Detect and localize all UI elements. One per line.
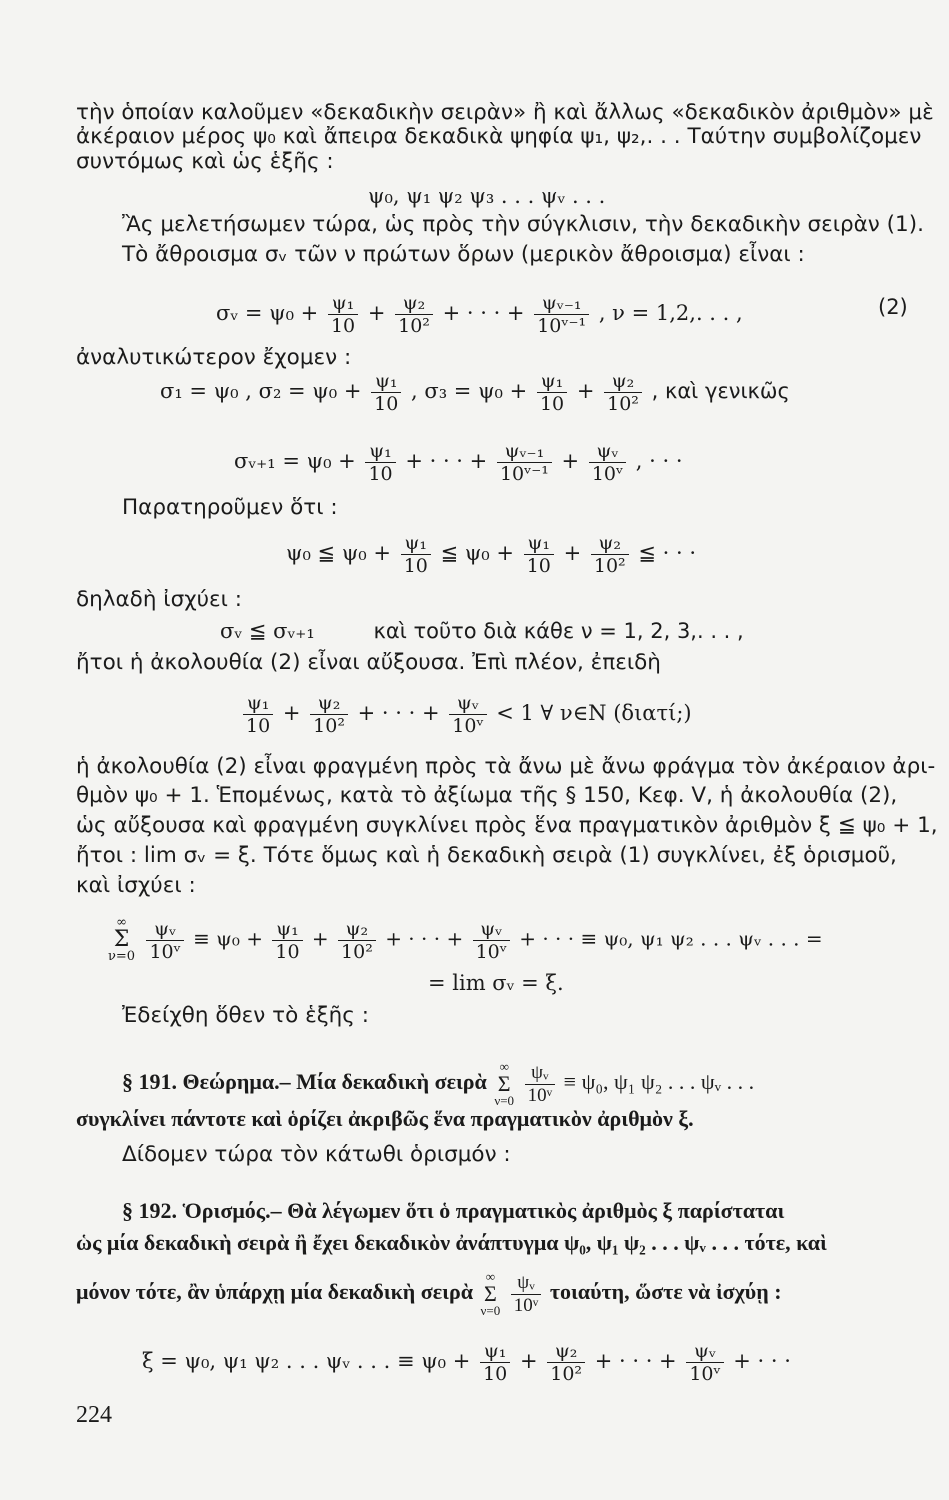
eq-text: ψ₀ ≦ ψ₀ +: [286, 541, 391, 565]
fraction: $\frac{\text{ψᵥ₋₁}}{\text{10ᵛ⁻¹}}$: [534, 292, 589, 337]
eq-text: , ν = 1,2,. . . ,: [598, 301, 743, 325]
theorem-title: § 191. Θεώρημα.– Μία δεκαδικὴ σειρὰ: [122, 1069, 487, 1095]
eq-text: ξ = ψ₀, ψ₁ ψ₂ . . . ψᵥ . . . ≡ ψ₀ +: [142, 1349, 471, 1373]
equation-partial-sums: [160, 370, 790, 415]
equation-decimal-expansion: [142, 1340, 791, 1385]
eq-text: , · · ·: [635, 449, 683, 473]
summation-sign: ∞ Σ ν=0: [494, 1059, 515, 1108]
equation-inequality: [286, 532, 696, 577]
text-line: ὡς αὔξουσα καὶ φραγμένη συγκλίνει πρὸς ἕνα πραγματικὸν ἀριθμὸν ξ ≦ ψ₀ + 1,: [76, 813, 938, 838]
equation-series: [106, 916, 823, 964]
eq-text: + · · · +: [442, 301, 525, 325]
eq-text: + · · · +: [405, 449, 488, 473]
equation-2: [216, 292, 743, 337]
eq-text: ≡ ψ₀, ψ₁ ψ₂ . . . ψᵥ . . .: [563, 1069, 755, 1095]
fraction: $\frac{\text{ψ₂}}{\text{10²}}$: [547, 1340, 585, 1385]
eq-text: σᵥ₊₁ = ψ₀ +: [234, 449, 356, 473]
text-line: καὶ ἰσχύει :: [76, 873, 196, 898]
text-line: θμὸν ψ₀ + 1. Ἑπομένως, κατὰ τὸ ἀξίωμα τῆς § 150, Κεφ. V, ἡ ἀκολουθία (2),: [76, 783, 898, 808]
eq-text: , καὶ γενικῶς: [651, 379, 790, 403]
eq-text: + · · · +: [594, 1349, 677, 1373]
fraction: $\frac{\text{ψ₁}}{10}$: [401, 532, 431, 577]
text-line: ἀκέραιον μέρος ψ₀ καὶ ἄπειρα δεκαδικὰ ψηφία ψ₁, ψ₂,. . . Ταύτην συμβολίζομεν: [76, 124, 922, 149]
page-number: 224: [76, 1402, 112, 1428]
fraction: $\frac{\text{ψ₁}}{10}$: [365, 440, 395, 485]
fraction: $\frac{\text{ψ₁}}{10}$: [480, 1340, 510, 1385]
summation-sign: ∞ Σ ν=0: [108, 915, 136, 964]
text-line: τὴν ὁποίαν καλοῦμεν «δεκαδικὴν σειρὰν» ἢ καὶ ἄλλως «δεκαδικὸν ἀριθμὸν» μὲ: [76, 100, 934, 125]
text-line: δηλαδὴ ἰσχύει :: [76, 587, 243, 612]
definition-text-b: τοιαύτη, ὥστε νὰ ἰσχύῃ :: [549, 1279, 782, 1305]
fraction: $\frac{\text{ψ₂}}{\text{10²}}$: [395, 292, 433, 337]
eq-text: , σ₃ = ψ₀ +: [411, 379, 528, 403]
text-line: ἡ ἀκολουθία (2) εἶναι φραγμένη πρὸς τὰ ἄνω μὲ ἄνω φράγμα τὸν ἀκέραιον ἀρι-: [76, 754, 936, 779]
fraction: $\frac{\text{ψ₂}}{\text{10²}}$: [604, 370, 642, 415]
definition-text: [76, 1270, 782, 1318]
text-line: Ἂς μελετήσωμεν τώρα, ὡς πρὸς τὴν σύγκλισιν, τὴν δεκαδικὴν σειρὰν (1).: [122, 212, 924, 237]
eq-text: σᵥ ≦ σᵥ₊₁: [220, 619, 315, 643]
eq-text: + · · ·: [733, 1349, 791, 1373]
fraction: $\frac{\text{ψᵥ}}{\text{10ᵛ}}$: [146, 918, 183, 963]
eq-text: +: [282, 701, 301, 725]
equation-bound: [240, 692, 692, 737]
text-line: Δίδομεν τώρα τὸν κάτωθι ὁρισμόν :: [122, 1142, 511, 1167]
eq-text: +: [576, 379, 595, 403]
text-line: Παρατηροῦμεν ὅτι :: [122, 495, 338, 520]
text-line: Τὸ ἄθροισμα σᵥ τῶν ν πρώτων ὅρων (μερικὸν ἄθροισμα) εἶναι :: [122, 242, 805, 267]
fraction: $\frac{\text{ψ₁}}{10}$: [371, 370, 401, 415]
eq-text: +: [561, 449, 580, 473]
eq-text: +: [367, 301, 386, 325]
eq-text: ≡ ψ₀ +: [193, 926, 263, 951]
eq-text: +: [519, 1349, 538, 1373]
eq-text: + · · · ≡ ψ₀, ψ₁ ψ₂ . . . ψᵥ . . . =: [519, 926, 823, 951]
summation-sign: ∞ Σ ν=0: [480, 1269, 501, 1318]
theorem-text: συγκλίνει πάντοτε καὶ ὁρίζει ἀκριβῶς ἕνα πραγματικὸν ἀριθμὸν ξ.: [76, 1106, 694, 1131]
fraction: $\frac{\text{ψ₁}}{10}$: [243, 692, 273, 737]
eq-text: ≦ ψ₀ +: [440, 541, 514, 565]
decimal-notation: ψ₀, ψ₁ ψ₂ ψ₃ . . . ψᵥ . . .: [368, 184, 606, 208]
equation-limit: = lim σᵥ = ξ.: [428, 971, 564, 995]
eq-text: + · · · +: [385, 926, 464, 951]
theorem-heading: [122, 1060, 754, 1108]
equation-general-sum: [234, 440, 683, 485]
fraction: $\frac{\text{ψ₁}}{10}$: [272, 918, 302, 963]
fraction: $\frac{\text{ψᵥ}}{\text{10ᵛ}}$: [525, 1062, 556, 1107]
fraction: $\frac{\text{ψᵥ₋₁}}{\text{10ᵛ⁻¹}}$: [497, 440, 552, 485]
fraction: $\frac{\text{ψᵥ}}{\text{10ᵛ}}$: [686, 1340, 723, 1385]
definition-text-a: μόνον τότε, ἂν ὑπάρχῃ μία δεκαδικὴ σειρὰ: [76, 1279, 474, 1305]
fraction: $\frac{\text{ψᵥ}}{\text{10ᵛ}}$: [589, 440, 626, 485]
fraction: $\frac{\text{ψ₁}}{10}$: [524, 532, 554, 577]
fraction: $\frac{\text{ψᵥ}}{\text{10ᵛ}}$: [511, 1272, 542, 1317]
eq-text: < 1 ∀ ν∈N (διατί;): [496, 701, 692, 725]
text-line: ἤτοι : lim σᵥ = ξ. Τότε ὅμως καὶ ἡ δεκαδικὴ σειρὰ (1) συγκλίνει, ἐξ ὁρισμοῦ,: [76, 843, 897, 868]
equation-number: (2): [878, 295, 908, 319]
equation-monotone: [220, 616, 744, 646]
fraction: $\frac{\text{ψ₁}}{10}$: [537, 370, 567, 415]
fraction: $\frac{\text{ψ₂}}{\text{10²}}$: [310, 692, 348, 737]
definition-heading: § 192. Ὁρισμός.– Θὰ λέγωμεν ὅτι ὁ πραγματικὸς ἀριθμὸς ξ παρίσταται: [122, 1198, 785, 1223]
text-line: ἤτοι ἡ ἀκολουθία (2) εἶναι αὔξουσα. Ἐπὶ πλέον, ἐπειδὴ: [76, 650, 661, 675]
fraction: $\frac{\text{ψ₂}}{\text{10²}}$: [338, 918, 376, 963]
fraction: $\frac{\text{ψᵥ}}{\text{10ᵛ}}$: [449, 692, 486, 737]
eq-text: καὶ τοῦτο διὰ κάθε ν = 1, 2, 3,. . . ,: [373, 619, 744, 643]
fraction: $\frac{\text{ψ₁}}{10}$: [328, 292, 358, 337]
text-line: Ἐδείχθη ὅθεν τὸ ἑξῆς :: [122, 1003, 370, 1028]
eq-text: +: [563, 541, 582, 565]
eq-text: σ₁ = ψ₀ , σ₂ = ψ₀ +: [160, 379, 362, 403]
eq-text: σᵥ = ψ₀ +: [216, 301, 319, 325]
text-line: ἀναλυτικώτερον ἔχομεν :: [76, 345, 352, 370]
eq-text: ≦ · · ·: [638, 541, 696, 565]
text-line: συντόμως καὶ ὡς ἑξῆς :: [76, 149, 334, 174]
eq-text: + · · · +: [357, 701, 440, 725]
fraction: $\frac{\text{ψᵥ}}{\text{10ᵛ}}$: [473, 918, 510, 963]
eq-text: +: [311, 926, 329, 951]
definition-text: ὡς μία δεκαδικὴ σειρὰ ἢ ἔχει δεκαδικὸν ἀνάπτυγμα ψ₀, ψ₁ ψ₂ . . . ψᵥ . . . τότε, καὶ: [76, 1230, 827, 1255]
fraction: $\frac{\text{ψ₂}}{\text{10²}}$: [591, 532, 629, 577]
